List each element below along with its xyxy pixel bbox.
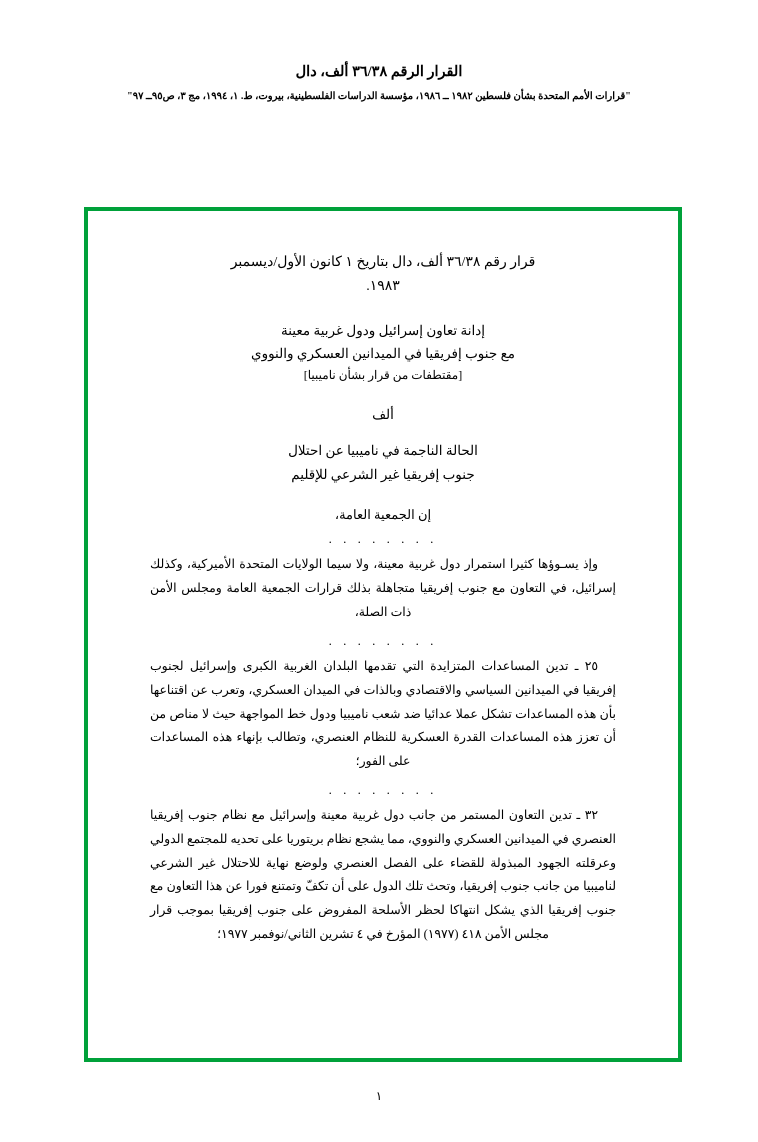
resolution-subject-line-1: إدانة تعاون إسرائيل ودول غربية معينة [280, 322, 486, 338]
document-header [0, 64, 758, 102]
page-number: ١ [375, 1089, 383, 1103]
document-page [0, 64, 758, 1142]
resolution-subject-line-2: مع جنوب إفريقيا في الميدانين العسكري والنووي [251, 346, 515, 362]
source-citation: "قرارات الأمم المتحدة بشأن فلسطين ١٩٨٢ ــ ١٩٨٦، مؤسسة الدراسات الفلسطينية، بيروت، ط. ١، ١٩٩٤، مج ٣، ص٩٥ــ ٩٧" [127, 91, 631, 102]
bordered-content-frame [84, 207, 682, 1062]
resolution-reference [150, 251, 616, 299]
frame-inner-content [88, 211, 678, 979]
excerpt-note: [مقتطفات من قرار بشأن ناميبيا] [303, 367, 463, 382]
resolution-subject [150, 319, 616, 366]
paragraph-25: ٢٥ ـ تدين المساعدات المتزايدة التي تقدمها البلدان الغربية الكبرى وإسرائيل لجنوب إفريقيا في الميدانين السياسي والاقتصادي وبالذات في الميدان العسكري، وتعرب عن اقتناعها بأن هذه المساعدات تشكل عملا عدائيا ضد شعب ناميبيا ودول خط المواجهة حيث لا مناص من أن تعزز هذه المساعدات القدرة العسكرية للنظام العنصري، وتطالب بإنهاء هذه المساعدات على الفور؛ [150, 658, 616, 769]
paragraph-32: ٣٢ ـ تدين التعاون المستمر من جانب دول غربية معينة وإسرائيل مع نظام جنوب إفريقيا العنصري في الميدانين العسكري والنووي، مما يشجع نظام بريتوريا على تحديه للمجتمع الدولي وعرقلته الجهود المبذولة للقضاء على الفصل العنصري ولوضع نهاية للاحتلال غير الشرعي لناميبيا من جانب جنوب إفريقيا، وتحث تلك الدول على أن تكفّ وتمتنع فورا عن هذا التعاون مع جنوب إفريقيا الذي يشكل انتهاكا لحظر الأسلحة المفروض على جنوب إفريقيا بموجب قرار مجلس الأمن ٤١٨ (١٩٧٧) المؤرخ في ٤ تشرين الثاني/نوفمبر ١٩٧٧؛ [150, 807, 616, 941]
assembly-line: إن الجمعية العامة، [334, 507, 432, 523]
ellipsis-separator-1: . . . . . . . . [328, 531, 438, 547]
page-title: القرار الرقم ٣٦/٣٨ ألف، دال [295, 64, 463, 80]
section-letter: ألف [372, 406, 394, 422]
resolution-reference-line-1: قرار رقم ٣٦/٣٨ ألف، دال بتاريخ ١ كانون الأول/ديسمبر [230, 255, 536, 270]
resolution-reference-line-2: ١٩٨٣. [366, 278, 400, 294]
section-heading-line-2: جنوب إفريقيا غير الشرعي للإقليم [291, 467, 475, 483]
ellipsis-separator-3: . . . . . . . . [328, 781, 438, 797]
paragraph-preamble: وإذ يسـوؤها كثيرا استمرار دول غربية معينة، ولا سيما الولايات المتحدة الأميركية، وكذلك إسرائيل، في التعاون مع جنوب إفريقيا متجاهلة بذلك قرارات الجمعية العامة ومجلس الأمن ذات الصلة، [150, 557, 616, 620]
ellipsis-separator-2: . . . . . . . . [328, 632, 438, 648]
section-heading [150, 439, 616, 488]
section-heading-line-1: الحالة الناجمة في ناميبيا عن احتلال [288, 442, 478, 458]
